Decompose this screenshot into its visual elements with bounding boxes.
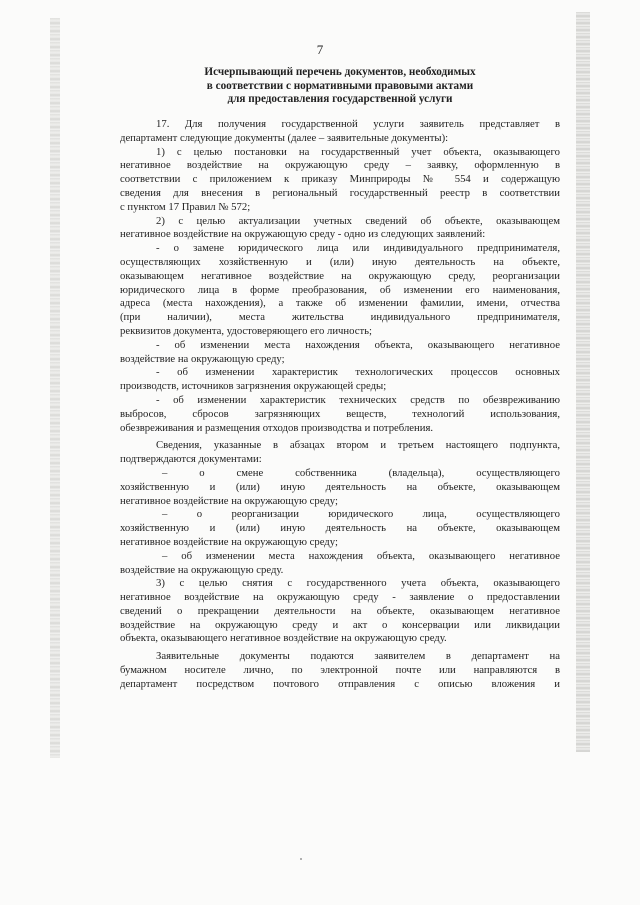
text-line: сведений о прекращении деятельности на объекте, оказывающем негативное bbox=[120, 604, 560, 617]
text-line: - об изменении места нахождения объекта, оказывающего негативное bbox=[156, 338, 560, 351]
text-line: хозяйственную и (или) иную деятельность на объекте, оказывающем bbox=[120, 522, 560, 535]
text-line: обезвреживания и размещения отходов производства и потребления. bbox=[120, 421, 434, 434]
document-body bbox=[120, 118, 560, 692]
text-line: выбросов, сбросов загрязняющих веществ, технологий использования, bbox=[120, 407, 560, 420]
text-line: - об изменении характеристик технологических процессов основных bbox=[156, 366, 560, 379]
heading-line: Исчерпывающий перечень документов, необходимых bbox=[204, 66, 476, 78]
text-line: реквизитов документа, удостоверяющего его личность; bbox=[120, 324, 373, 337]
text-line: - о замене юридического лица или индивидуального предпринимателя, bbox=[156, 242, 560, 255]
text-line: адреса (места нахождения), а также об изменении фамилии, имени, отчества bbox=[120, 297, 560, 310]
text-line: объекта, оказывающего негативное воздействие на окружающую среду. bbox=[120, 632, 447, 645]
text-line: негативное воздействие на окружающую среду - заявление о предоставлении bbox=[120, 591, 560, 604]
heading-line: для предоставления государственной услуги bbox=[227, 93, 453, 105]
scan-edge-right bbox=[576, 12, 590, 752]
text-line: – о смене собственника (владельца), осуществляющего bbox=[162, 466, 560, 479]
scan-speck bbox=[300, 858, 302, 860]
page-number: 7 bbox=[316, 42, 324, 57]
text-line: негативное воздействие на окружающую среду; bbox=[120, 494, 338, 507]
text-line: негативное воздействие на окружающую среду - одно из следующих заявлений: bbox=[120, 228, 486, 241]
text-line: негативное воздействие на окружающую среду – заявку, оформленную в bbox=[120, 159, 560, 172]
text-line: осуществляющих хозяйственную и (или) иную деятельность на объекте, bbox=[120, 255, 560, 268]
text-line: негативное воздействие на окружающую среду; bbox=[120, 535, 338, 548]
text-line: 17. Для получения государственной услуги заявитель представляет в bbox=[156, 118, 560, 130]
text-line: Сведения, указанные в абзацах втором и третьем настоящего подпункта, bbox=[156, 439, 560, 452]
text-line: производств, источников загрязнения окружающей среды; bbox=[120, 380, 387, 393]
text-line: воздействие на окружающую среду; bbox=[120, 352, 285, 365]
text-line: 2) с целью актуализации учетных сведений об объекте, оказывающем bbox=[156, 214, 560, 227]
text-line: бумажном носителе лично, по электронной почте или направляются в bbox=[120, 664, 560, 677]
text-line: департамент посредством почтового отправления с описью вложения и bbox=[120, 677, 560, 690]
text-line: 3) с целью снятия с государственного учета объекта, оказывающего bbox=[156, 577, 560, 590]
text-line: с пунктом 17 Правил № 572; bbox=[120, 200, 251, 213]
text-line: оказывающем негативное воздействие на окружающую среду, реорганизации bbox=[120, 269, 560, 282]
text-line: 1) с целью постановки на государственный учет объекта, оказывающего bbox=[156, 145, 560, 158]
text-line: воздействие на окружающую среду и акт о консервации или ликвидации bbox=[120, 618, 560, 631]
text-line: - об изменении характеристик технических средств по обезвреживанию bbox=[156, 393, 560, 406]
text-line: юридического лица в форме преобразования, об изменении его наименования, bbox=[120, 283, 560, 296]
scan-edge-left bbox=[50, 18, 60, 758]
text-line: сведения для внесения в региональный государственный реестр в соответствии bbox=[120, 186, 560, 199]
text-line: подтверждаются документами: bbox=[120, 453, 262, 466]
text-line: соответствии с приложением к приказу Минприроды № 554 и содержащую bbox=[120, 173, 560, 186]
text-line: – об изменении места нахождения объекта, оказывающего негативное bbox=[162, 549, 560, 562]
section-heading bbox=[120, 66, 560, 107]
text-line: Заявительные документы подаются заявителем в департамент на bbox=[156, 650, 560, 663]
text-line: департамент следующие документы (далее – заявительные документы): bbox=[120, 131, 449, 144]
text-line: хозяйственную и (или) иную деятельность на объекте, оказывающем bbox=[120, 480, 560, 493]
text-line: воздействие на окружающую среду. bbox=[120, 563, 284, 576]
text-line: (при наличии), места жительства индивидуального предпринимателя, bbox=[120, 311, 560, 324]
heading-line: в соответствии с нормативными правовыми актами bbox=[206, 79, 474, 92]
text-line: – о реорганизации юридического лица, осуществляющего bbox=[162, 508, 560, 521]
